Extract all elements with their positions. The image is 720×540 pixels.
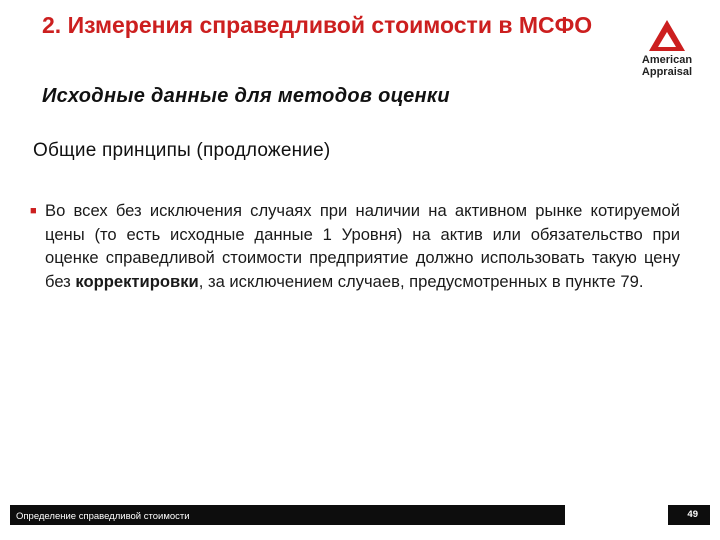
footer-label: Определение справедливой стоимости [16, 511, 190, 522]
logo-wordmark [632, 54, 702, 78]
footer-bar [10, 505, 565, 525]
section-heading: Общие принципы (продложение) [33, 140, 331, 161]
bullet-emphasis: корректировки [75, 271, 199, 291]
bullet-text-tail: , за исключением случаев, предусмотренных в пункте 79. [198, 271, 644, 291]
slide-title: 2. Измерения справедливой стоимости в МСФО [42, 12, 593, 38]
page-number: 49 [687, 509, 698, 520]
page-number-box [668, 505, 710, 525]
square-bullet-icon: ■ [30, 205, 37, 217]
slide-subtitle: Исходные данные для методов оценки [42, 85, 450, 107]
logo-line-2: Appraisal [641, 66, 693, 78]
logo-triangle-icon [646, 18, 688, 54]
bullet-text [45, 199, 680, 293]
logo-line-1: American [641, 54, 693, 66]
bullet-text-lead: Во всех без исключения случаях при наличии на активном рынке котируемой цены (то есть исходные данные 1 Уровня) на актив или обязательство при оценке справедливой стоимости предприятие должно использовать такую цену без [45, 201, 680, 291]
company-logo [632, 18, 702, 88]
bullet-item [30, 199, 680, 293]
bullet-list [30, 199, 680, 293]
